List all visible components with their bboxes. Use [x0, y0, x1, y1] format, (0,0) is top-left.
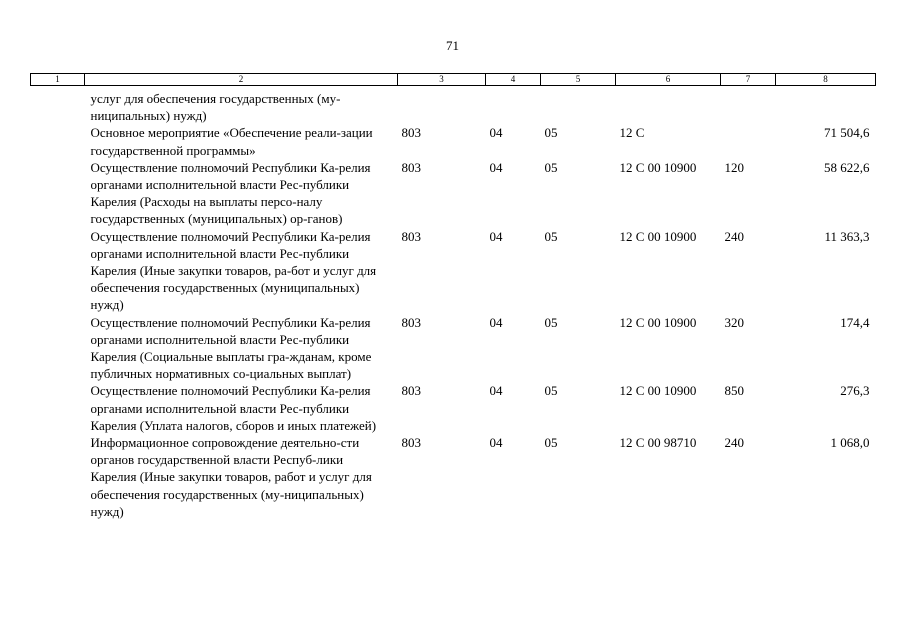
target-article: 12 С 00 10900: [619, 228, 697, 244]
expense-name: услуг для обеспечения государственных (му-ниципальных) нужд): [90, 91, 341, 124]
expense-name: Осуществление полномочий Республики Ка-релия органами исполнительной власти Рес-публики Карелия (Социальные выплаты гра-жданам, кроме публичных нормативных со-циальных выплат): [90, 314, 372, 382]
amount: 174,4: [840, 314, 870, 330]
ministry-code: 803: [401, 159, 421, 175]
amount: 276,3: [840, 383, 870, 399]
section-code: 04: [489, 435, 503, 451]
table-row: [31, 124, 876, 158]
table-row: [31, 86, 876, 125]
section-code: 04: [489, 383, 503, 399]
table-header: [31, 74, 876, 86]
target-article: 12 С 00 10900: [619, 159, 697, 175]
expense-type: 240: [724, 228, 744, 244]
row-blank-cell: [31, 314, 85, 383]
page-number: 71: [446, 38, 459, 53]
header-col-4: 4: [486, 74, 541, 86]
amount: 71 504,6: [824, 125, 870, 141]
amount: 11 363,3: [824, 228, 870, 244]
section-code: [486, 86, 541, 125]
table-row: [31, 228, 876, 314]
table-row: [31, 382, 876, 434]
ministry-code: 803: [401, 314, 421, 330]
subsection-code: 05: [544, 228, 558, 244]
subsection-code: 05: [544, 383, 558, 399]
amount: [776, 86, 876, 125]
subsection-code: 05: [544, 159, 558, 175]
section-code: 04: [489, 125, 503, 141]
target-article: 12 С: [619, 125, 645, 141]
subsection-code: 05: [544, 435, 558, 451]
header-col-1: 1: [31, 74, 85, 86]
section-code: 04: [489, 228, 503, 244]
row-blank-cell: [31, 434, 85, 520]
row-blank-cell: [31, 228, 85, 314]
table-row: [31, 159, 876, 228]
amount: 1 068,0: [830, 435, 870, 451]
subsection-code: 05: [544, 125, 558, 141]
expense-type: 120: [724, 159, 744, 175]
ministry-code: 803: [401, 228, 421, 244]
table-body: [31, 86, 876, 521]
header-col-3: 3: [398, 74, 486, 86]
header-col-8: 8: [776, 74, 876, 86]
header-col-6: 6: [616, 74, 721, 86]
row-blank-cell: [31, 124, 85, 158]
target-article: 12 С 00 10900: [619, 383, 697, 399]
expense-name: Осуществление полномочий Республики Ка-релия органами исполнительной власти Рес-публики Карелия (Уплата налогов, сборов и иных платежей): [90, 383, 377, 433]
subsection-code: [541, 86, 616, 125]
amount: 58 622,6: [824, 159, 870, 175]
target-article: 12 С 00 98710: [619, 435, 697, 451]
table-row: [31, 434, 876, 520]
section-code: 04: [489, 159, 503, 175]
expense-name: Осуществление полномочий Республики Ка-релия органами исполнительной власти Рес-публики Карелия (Иные закупки товаров, ра-бот и услуг для обеспечения государственных (муниципальных) нужд): [90, 228, 377, 313]
expense-type: [721, 124, 776, 158]
ministry-code: 803: [401, 435, 421, 451]
header-col-2: 2: [85, 74, 398, 86]
target-article: 12 С 00 10900: [619, 314, 697, 330]
target-article: [616, 86, 721, 125]
ministry-code: 803: [401, 125, 421, 141]
budget-table: [30, 73, 876, 520]
header-col-7: 7: [721, 74, 776, 86]
row-blank-cell: [31, 382, 85, 434]
row-blank-cell: [31, 159, 85, 228]
table-row: [31, 314, 876, 383]
header-row: [31, 74, 876, 86]
expense-name: Информационное сопровождение деятельно-сти органов государственной власти Респуб-лики Карелия (Иные закупки товаров, работ и услуг для обеспечения государственных (му-ниципальных) нужд): [90, 435, 372, 519]
expense-type: 320: [724, 314, 744, 330]
expense-type: 240: [724, 435, 744, 451]
expense-type: [721, 86, 776, 125]
ministry-code: [398, 86, 486, 125]
expense-type: 850: [724, 383, 744, 399]
header-col-5: 5: [541, 74, 616, 86]
row-blank-cell: [31, 86, 85, 125]
expense-name: Основное мероприятие «Обеспечение реали-зации государственной программы»: [90, 125, 373, 158]
section-code: 04: [489, 314, 503, 330]
expense-name: Осуществление полномочий Республики Ка-релия органами исполнительной власти Рес-публики Карелия (Расходы на выплаты персо-налу государственных (муниципальных) ор-ганов): [90, 159, 371, 227]
subsection-code: 05: [544, 314, 558, 330]
ministry-code: 803: [401, 383, 421, 399]
